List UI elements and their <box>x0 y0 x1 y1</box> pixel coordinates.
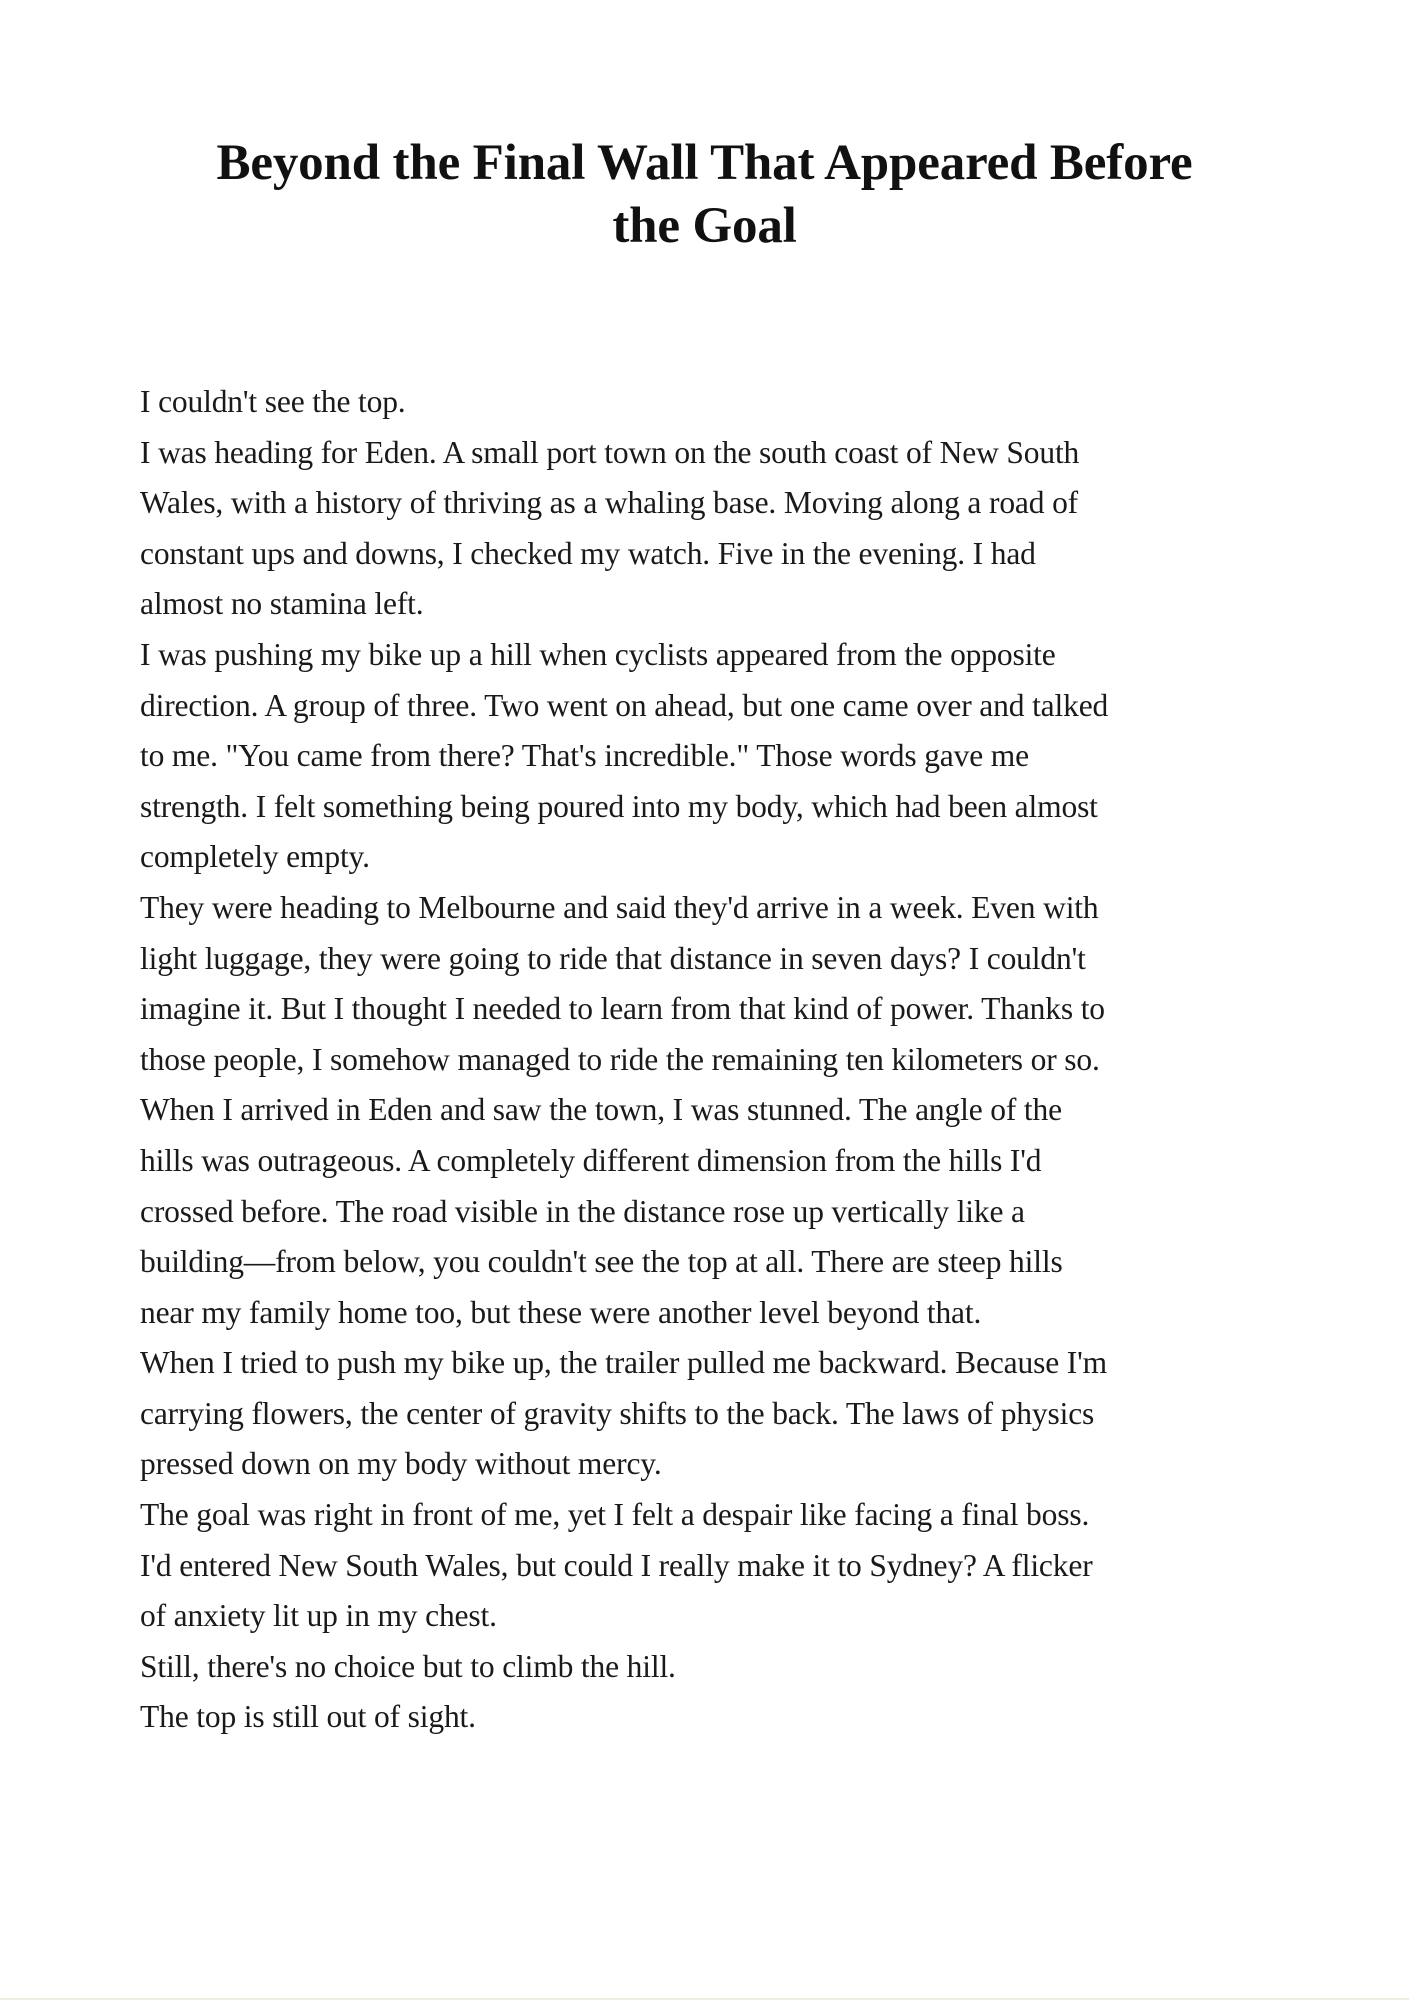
text-line: Still, there's no choice but to climb the hill. <box>140 1648 676 1684</box>
text-line: imagine it. But I thought I needed to learn from that kind of power. Thanks to <box>140 991 1105 1027</box>
text-line: pressed down on my body without mercy. <box>140 1446 662 1482</box>
text-line: When I tried to push my bike up, the trailer pulled me backward. Because I'm <box>140 1345 1107 1381</box>
text-line: I couldn't see the top. <box>140 384 406 419</box>
document-body <box>140 377 1300 1743</box>
text-line: I was pushing my bike up a hill when cyclists appeared from the opposite <box>140 636 1056 672</box>
text-line: to me. "You came from there? That's incredible." Those words gave me <box>140 738 1029 774</box>
text-line: They were heading to Melbourne and said they'd arrive in a week. Even with <box>140 889 1099 925</box>
text-line: crossed before. The road visible in the distance rose up vertically like a <box>140 1193 1025 1229</box>
text-line: those people, I somehow managed to ride the remaining ten kilometers or so. <box>140 1041 1100 1077</box>
text-line: The top is still out of sight. <box>140 1699 476 1735</box>
text-line: almost no stamina left. <box>140 586 424 622</box>
text-line: light luggage, they were going to ride that distance in seven days? I couldn't <box>140 940 1086 976</box>
text-line: completely empty. <box>140 839 370 875</box>
text-line: Wales, with a history of thriving as a whaling base. Moving along a road of <box>140 485 1079 521</box>
title-line: Beyond the Final Wall That Appeared Before <box>216 135 1193 191</box>
text-line: I was heading for Eden. A small port town on the south coast of New South <box>140 434 1080 470</box>
document-title <box>100 132 1309 258</box>
text-line: of anxiety lit up in my chest. <box>140 1598 497 1634</box>
text-line: I'd entered New South Wales, but could I really make it to Sydney? A flicker <box>140 1547 1093 1583</box>
text-line: carrying flowers, the center of gravity shifts to the back. The laws of physics <box>140 1395 1095 1431</box>
title-line: the Goal <box>612 198 797 254</box>
text-line: direction. A group of three. Two went on ahead, but one came over and talked <box>140 687 1109 723</box>
text-line: building—from below, you couldn't see the top at all. There are steep hills <box>140 1244 1063 1280</box>
text-line: strength. I felt something being poured into my body, which had been almost <box>140 788 1098 824</box>
text-line: hills was outrageous. A completely different dimension from the hills I'd <box>140 1142 1042 1178</box>
text-line: near my family home too, but these were another level beyond that. <box>140 1294 982 1330</box>
text-line: When I arrived in Eden and saw the town, I was stunned. The angle of the <box>140 1092 1062 1128</box>
text-line: constant ups and downs, I checked my watch. Five in the evening. I had <box>140 535 1036 571</box>
text-line: The goal was right in front of me, yet I felt a despair like facing a final boss. <box>140 1497 1090 1533</box>
